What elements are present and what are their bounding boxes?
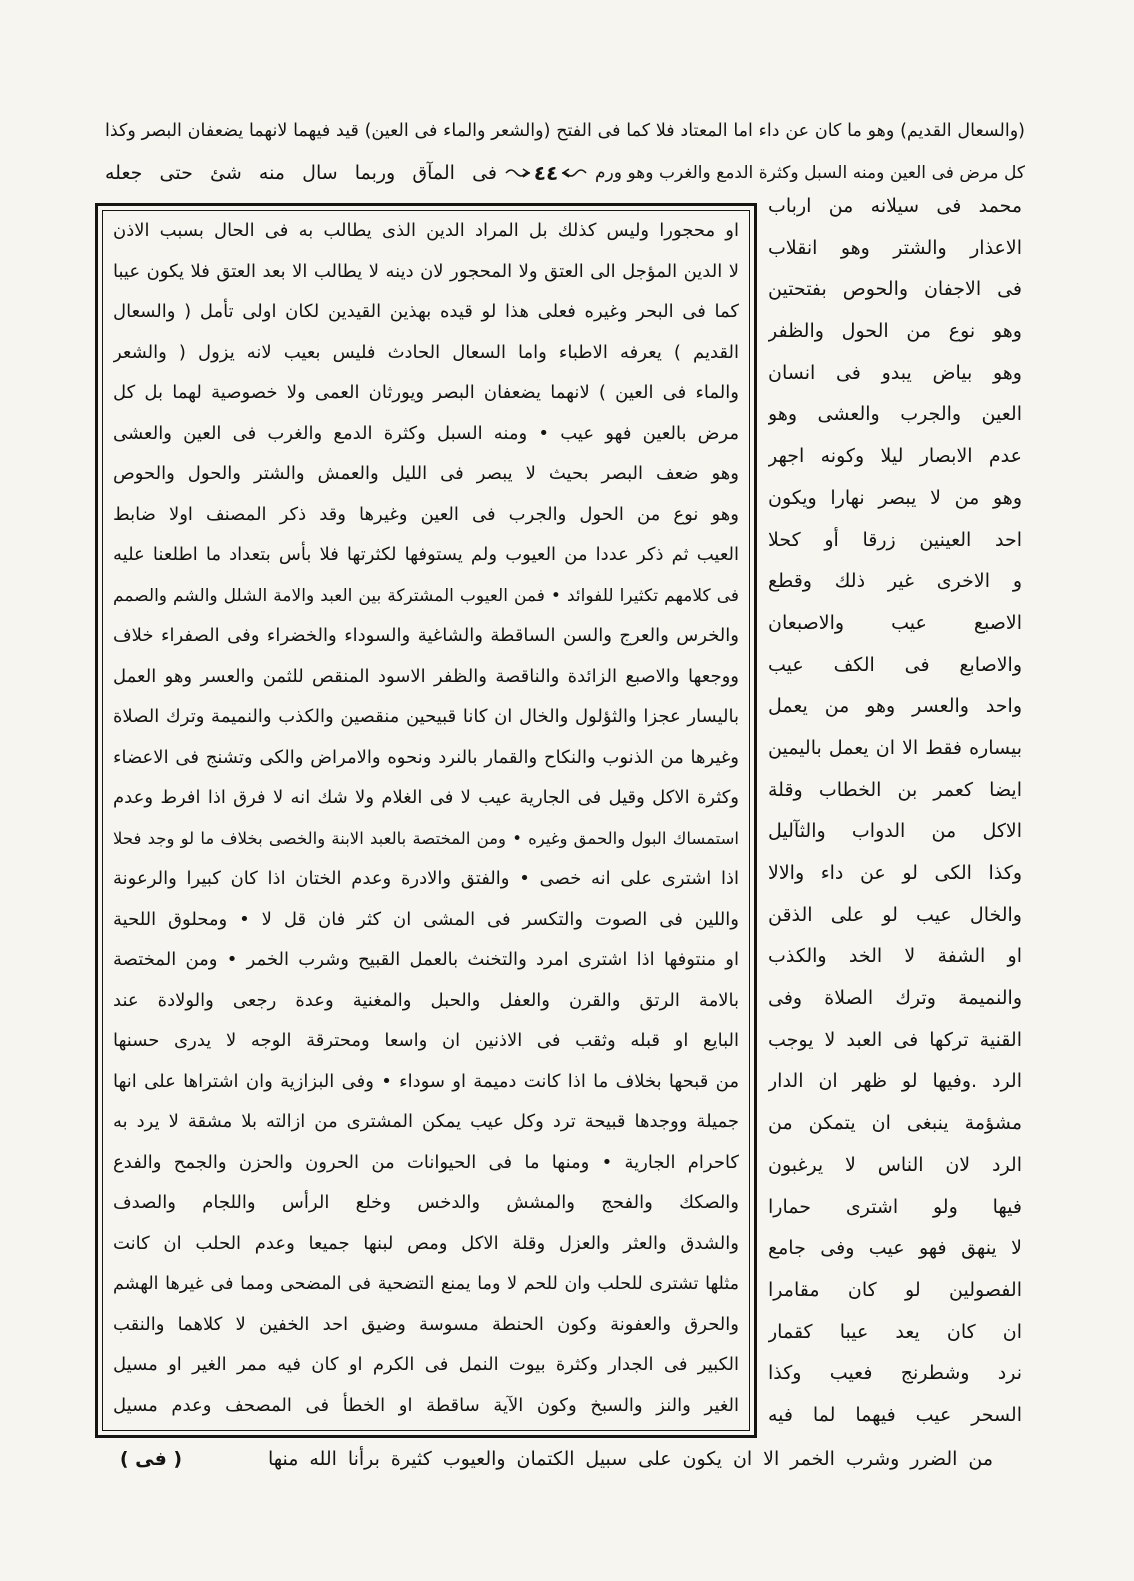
main-text-line: محمد فى سيلانه من ارباب <box>768 195 1022 217</box>
main-text-line: ايضا كعمر بن الخطاب وقلة <box>768 778 1022 801</box>
commentary-inner-frame <box>102 210 750 1431</box>
commentary-line: ووجعها والاصبع الزائدة والناقصة والظفر الاسود المنقص للثمن والعسر وهو العمل <box>113 665 739 687</box>
main-text-line: وهو نوع من الحول والظفر <box>768 320 1022 343</box>
commentary-line: فى كلامهم تكثيرا للفوائد • فمن العيوب المشتركة بين العبد والامة الشلل والشم والصمم <box>113 585 739 606</box>
main-text-line: او الشفة لا الخد والكذب <box>768 945 1022 968</box>
commentary-line: القديم ) يعرفه الاطباء واما السعال الحادث فليس بعيب لانه يزول ( والشعر <box>113 341 739 363</box>
main-text-line: نرد وشطرنج فعيب وكذا <box>768 1362 1022 1385</box>
commentary-line: كاحرام الجارية • ومنها ما فى الحيوانات من الحرون والحزن والجمح والفدع <box>113 1151 739 1173</box>
main-text-line: لا ينهق فهو عيب وفى جامع <box>768 1237 1022 1260</box>
main-text-line: احد العينين زرقا أو كحلا <box>768 528 1022 551</box>
commentary-line: العيب ثم ذكر عددا من العيوب ولم يستوفها لكثرتها فلا بأس بتعداد ما اطلعنا عليه <box>113 544 739 565</box>
footer-text-line: من الضرر وشرب الخمر الا ان يكون على سبيل الكتمان والعيوب كثيرة برأنا الله منها <box>268 1448 993 1470</box>
commentary-line: وغيرها من الذنوب والنكاح والقمار بالنرد ونحوه والامراض والكى وتشنج فى الاعضاء <box>113 746 739 768</box>
main-text-line: وهو من لا يبصر نهارا ويكون <box>768 486 1022 509</box>
ornament-right-icon <box>561 165 587 181</box>
commentary-line: البايع او قبله وثقب فى الاذنين ان واسعا ومحترقة الوجه لا يدرى حسنها <box>113 1030 739 1051</box>
commentary-line: الكبير فى الجدار وكثرة بيوت النمل فى الكرم او كان فيه ممر الغير او مسيل <box>113 1354 739 1375</box>
commentary-line: من قبحها بخلاف ما اذا كانت دميمة او سوداء • وفى البزازية وان اشتراها على انها <box>113 1070 739 1092</box>
commentary-line: كما فى البحر وغيره فعلى هذا لو قيده بهذين القيدين لكان اولى تأمل ( والسعال <box>113 301 739 322</box>
main-text-line: والخال عيب لو على الذقن <box>768 903 1022 926</box>
commentary-line: مثلها تشترى للحلب وان للحم لا وما يمنع التضحية فى المضحى ومما فى غيرها الهشم <box>113 1274 739 1294</box>
commentary-line: والشدق والعثر والعزل وقلة الاكل ومص لبنها جميعا وعدم الحلب ان كانت <box>113 1232 739 1254</box>
commentary-line: او محجورا وليس كذلك بل المراد الدين الذى يطالب به فى الحال بسبب الاذن <box>113 220 739 241</box>
commentary-line: وكثرة الاكل وقيل فى الجارية عيب لا فى الغلام ولا شك انه لا فرق اذا افرط وعدم <box>113 787 739 808</box>
main-text-line: و الاخرى غير ذلك وقطع <box>768 570 1022 593</box>
commentary-line: وهو ضعف البصر بحيث لا يبصر فى الليل والعمش والشتر والحول والحوص <box>113 463 739 484</box>
commentary-line: بالامة الرتق والقرن والعفل والحبل والمغنية وعدة رجعى والولادة عند <box>113 989 739 1011</box>
commentary-line: الغير والنز والسبخ وكون الآية ساقطة او الخطأ فى المصحف وعدم مسيل <box>113 1394 739 1416</box>
header-line-2-right-text: كل مرض فى العين ومنه السبل وكثرة الدمع والغرب وهو ورم <box>595 163 1025 183</box>
commentary-frame <box>95 203 757 1438</box>
main-text-line: الفصولين لو كان مقامرا <box>768 1278 1022 1301</box>
commentary-line: اذا اشترى على انه خصى • والفتق والادرة وعدم الختان اذا كان كبيرا والرعونة <box>113 868 739 889</box>
commentary-line: او منتوفها اذا اشترى امرد والتخنث بالعمل القبيح وشرب الخمر • ومن المختصة <box>113 949 739 970</box>
commentary-line: والحرق والعفونة وكون الحنطة مسوسة وضيق احد الخفين لا كلاهما والنقب <box>113 1313 739 1335</box>
commentary-line: باليسار عجزا والثؤلول والخال ان كانا قبيحين منقصين والكذب والنميمة وترك الصلاة <box>113 706 739 727</box>
page-number-value: ٤٤ <box>533 161 559 185</box>
main-text-line: الاكل من الدواب والثآليل <box>768 820 1022 843</box>
main-text-line: والنميمة وترك الصلاة وفى <box>768 987 1022 1010</box>
commentary-line: والصكك والفحج والمشش والدخس وخلع الرأس واللجام والصدف <box>113 1192 739 1213</box>
commentary-line: واللين فى الصوت والتكسر فى المشى ان كثر فان قل لا • ومحلوق اللحية <box>113 908 739 930</box>
main-text-line: فى الاجفان والحوص بفتحتين <box>768 278 1022 301</box>
main-text-line: بيساره فقط الا ان يعمل باليمين <box>768 736 1022 759</box>
commentary-line: جميلة ووجدها قبيحة ترد وكل عيب يمكن المشترى من ازالته بلا مشقة لا يرد به <box>113 1111 739 1132</box>
commentary-line: وهو نوع من الحول والجرب فى العين وغيرها وقد ذكر المصنف اولا ضابط <box>113 503 739 525</box>
main-text-line: مشؤمة ينبغى ان يتمكن من <box>768 1112 1022 1135</box>
ornament-left-icon <box>505 165 531 181</box>
main-text-line: العين والجرب والعشى وهو <box>768 403 1022 426</box>
main-text-line: الاصبع عيب والاصبعان <box>768 611 1022 634</box>
main-text-line: عدم الابصار ليلا وكونه اجهر <box>768 445 1022 468</box>
main-text-column <box>768 186 1022 1437</box>
main-text-line: الرد لان الناس لا يرغبون <box>768 1153 1022 1176</box>
commentary-line: والخرس والعرج والسن الساقطة والشاغية والسوداء والخضراء وفى الصفراء خلاف <box>113 625 739 646</box>
header-line-2-left-text: فى المآق وربما سال منه شئ حتى جعله <box>105 162 497 184</box>
main-text-line: الاعذار والشتر وهو انقلاب <box>768 236 1022 259</box>
main-text-line: وهو بياض يبدو فى انسان <box>768 361 1022 384</box>
commentary-line: والماء فى العين ) لانهما يضعفان البصر ويورثان العمى ولا خصوصية لهما بل كل <box>113 382 739 403</box>
main-text-line: وكذا الكى لو عن داء والالا <box>768 862 1022 884</box>
commentary-line: لا الدين المؤجل الى العتق ولا المحجور لان دينه لا يطالب الا بعد العتق فلا يكون عيبا <box>113 260 739 282</box>
main-text-line: والاصابع فى الكف عيب <box>768 653 1022 676</box>
header-line-1: (والسعال القديم) وهو ما كان عن داء اما المعتاد فلا كما فى الفتح (والشعر والماء فى العين) قيد فيهما لانهما يضعفان البصر وكذا <box>105 121 1025 141</box>
catchword: ( فى ) <box>119 1448 183 1470</box>
main-text-line: الرد .وفيها لو ظهر ان الدار <box>768 1070 1022 1093</box>
commentary-line: مرض بالعين فهو عيب • ومنه السبل وكثرة الدمع والغرب فى العين والعشى <box>113 422 739 444</box>
commentary-line: استمساك البول والحمق وغيره • ومن المختصة بالعبد الابنة والخصى بخلاف ما لو وجد فحلا <box>113 828 739 848</box>
page-number <box>501 154 591 192</box>
main-text-line: ان كان يعد عيبا كقمار <box>768 1320 1022 1343</box>
main-text-line: فيها ولو اشترى حمارا <box>768 1195 1022 1218</box>
main-text-line: القنية تركها فى العبد لا يوجب <box>768 1028 1022 1051</box>
main-text-line: واحد والعسر وهو من يعمل <box>768 695 1022 718</box>
main-text-line: السحر عيب فيهما لما فيه <box>768 1403 1022 1426</box>
